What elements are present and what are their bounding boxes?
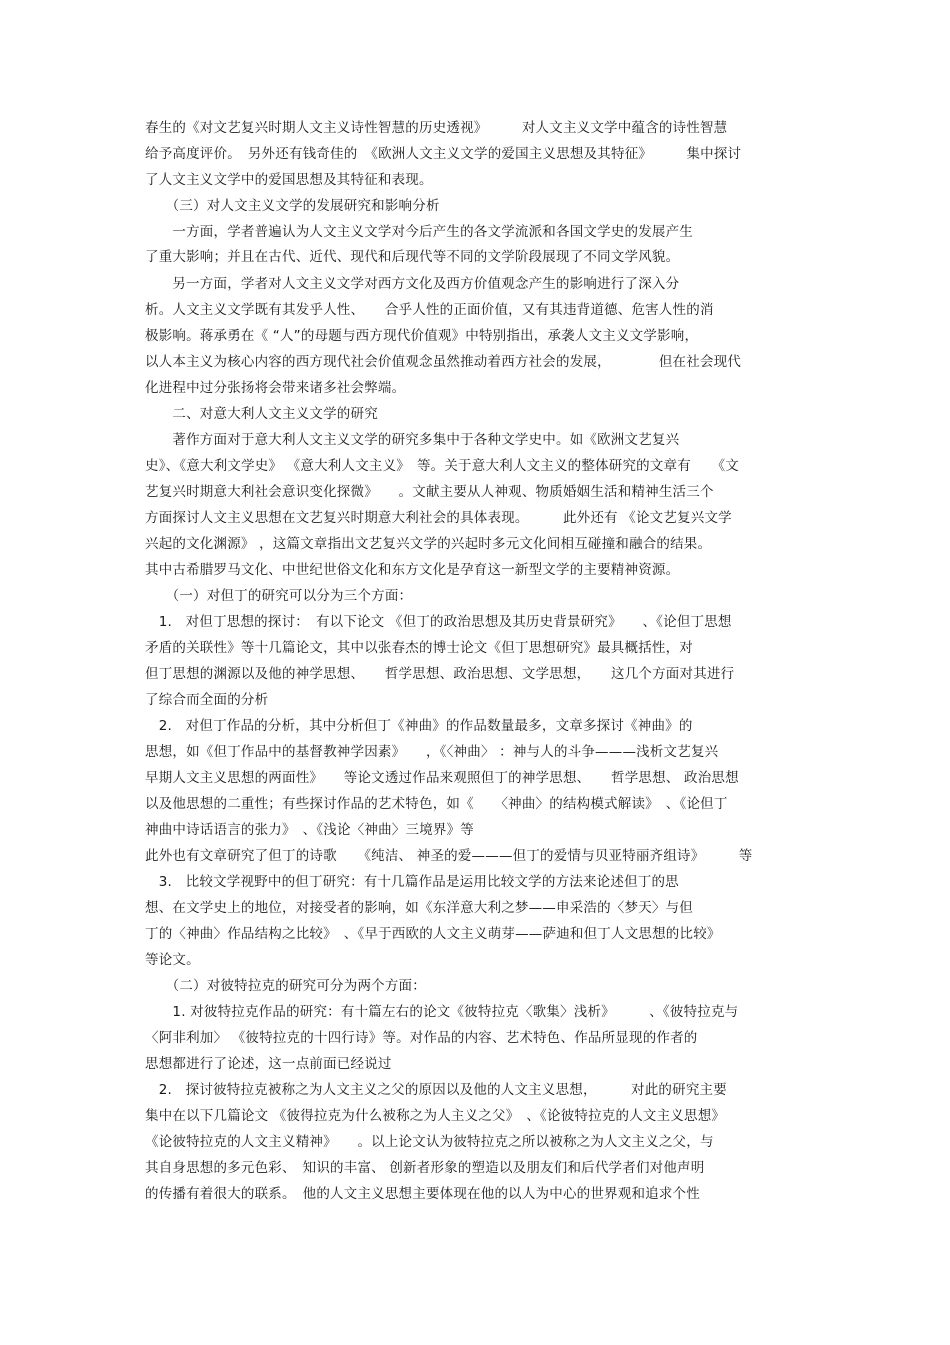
text-line: 1. 对彼特拉克作品的研究：有十篇左右的论文《彼特拉克〈歌集〉浅析》 、《彼特拉克与 xyxy=(145,1004,739,1020)
text-line: 思想，如《但丁作品中的基督教神学因素》 ，《〈神曲〉 ：神与人的斗争———浅析文艺复兴 xyxy=(145,744,719,760)
text-line: 2. 探讨彼特拉克被称之为人文主义之父的原因以及他的人文主义思想， 对此的研究主要 xyxy=(145,1082,727,1098)
text-line: 的传播有着很大的联系。 他的人文主义思想主要体现在他的以人为中心的世界观和追求个性 xyxy=(145,1186,700,1202)
text-line: 春生的《对文艺复兴时期人文主义诗性智慧的历史透视》 对人文主义文学中蕴含的诗性智慧 xyxy=(145,120,728,136)
text-line: 《论彼特拉克的人文主义精神》 。以上论文认为彼特拉克之所以被称之为人文主义之父，与 xyxy=(145,1134,714,1150)
text-line: 此外也有文章研究了但丁的诗歌 《纯洁、 神圣的爱———但丁的爱情与贝亚特丽齐组诗》 等 xyxy=(145,848,753,864)
text-line: 析。人文主义文学既有其发乎人性、 合乎人性的正面价值，又有其违背道德、危害人性的消 xyxy=(145,302,714,318)
text-line: 思想都进行了论述，这一点前面已经说过 xyxy=(145,1056,392,1072)
text-line: 另一方面，学者对人文主义文学对西方文化及西方价值观念产生的影响进行了深入分 xyxy=(145,276,680,292)
text-line: 了综合而全面的分析 xyxy=(145,692,269,708)
text-line: 等论文。 xyxy=(145,952,200,968)
text-line: 化进程中过分张扬将会带来诸多社会弊端。 xyxy=(145,380,406,396)
text-line: 了重大影响；并且在古代、近代、现代和后现代等不同的文学阶段展现了不同文学风貌。 xyxy=(145,249,680,265)
text-line: 早期人文主义思想的两面性》 等论文透过作品来观照但丁的神学思想、 哲学思想、 政治思想 xyxy=(145,770,739,786)
text-line: 给予高度评价。 另外还有钱奇佳的 《欧洲人文主义文学的爱国主义思想及其特征》 集中探讨 xyxy=(145,146,742,162)
section-heading: （二）对彼特拉克的研究可分为两个方面： xyxy=(145,978,426,994)
text-line: 方面探讨人文主义思想在文艺复兴时期意大利社会的具体表现。 此外还有 《论文艺复兴文学 xyxy=(145,510,732,526)
text-line: 以及他思想的二重性；有些探讨作品的艺术特色，如《 〈神曲〉的结构模式解读》 、《论但丁 xyxy=(145,796,728,812)
text-line: 神曲中诗话语言的张力》 、《浅论〈神曲〉三境界》等 xyxy=(145,822,474,838)
text-line: 了人文主义文学中的爱国思想及其特征和表现。 xyxy=(145,172,433,188)
text-line: 集中在以下几篇论文 《彼得拉克为什么被称之为人主义之父》 、《论彼特拉克的人文主义思想》 xyxy=(145,1108,726,1124)
text-line: 1. 对但丁思想的探讨： 有以下论文 《但丁的政治思想及其历史背景研究》 、《论但丁思想 xyxy=(145,614,732,630)
text-line: 兴起的文化渊源》 ，这篇文章指出文艺复兴文学的兴起时多元文化间相互碰撞和融合的结果。 xyxy=(145,536,712,552)
text-line: 艺复兴时期意大利社会意识变化探微》 。文献主要从人神观、物质婚姻生活和精神生活三个 xyxy=(145,484,714,500)
text-line: 一方面，学者普遍认为人文主义文学对今后产生的各文学流派和各国文学史的发展产生 xyxy=(145,224,693,240)
text-line: 丁的〈神曲〉作品结构之比较》 、《早于西欧的人文主义萌芽——萨迪和但丁人文思想的比较》 xyxy=(145,926,721,942)
text-line: 3. 比较文学视野中的但丁研究：有十几篇作品是运用比较文学的方法来论述但丁的思 xyxy=(145,874,679,890)
text-line: 以人本主义为核心内容的西方现代社会价值观念虽然推动着西方社会的发展， 但在社会现代 xyxy=(145,354,742,370)
text-line: 著作方面对于意大利人文主义文学的研究多集中于各种文学史中。如《欧洲文艺复兴 xyxy=(145,432,680,448)
section-heading: （一）对但丁的研究可以分为三个方面： xyxy=(145,588,413,604)
text-line: 史》、《意大利文学史》 《意大利人文主义》 等。关于意大利人文主义的整体研究的文章有 《文 xyxy=(145,458,739,474)
text-line: 矛盾的关联性》等十几篇论文，其中以张春杰的博士论文《但丁思想研究》最具概括性，对 xyxy=(145,640,693,656)
section-heading: 二、对意大利人文主义文学的研究 xyxy=(145,406,378,422)
text-line: 其中古希腊罗马文化、中世纪世俗文化和东方文化是孕育这一新型文学的主要精神资源。 xyxy=(145,562,680,578)
text-line: 但丁思想的渊源以及他的神学思想、 哲学思想、政治思想、文学思想， 这几个方面对其进行 xyxy=(145,666,735,682)
text-line: 想、在文学史上的地位，对接受者的影响，如《东洋意大利之梦——申采浩的〈梦天〉与但 xyxy=(145,900,693,916)
text-line: 极影响。蒋承勇在《 “人”的母题与西方现代价值观》中特别指出，承袭人文主义文学影响， xyxy=(145,328,699,344)
section-heading: （三）对人文主义文学的发展研究和影响分析 xyxy=(145,198,440,214)
text-line: 〈阿非利加〉 《彼特拉克的十四行诗》等。对作品的内容、艺术特色、作品所显现的作者的 xyxy=(145,1030,698,1046)
text-line: 2. 对但丁作品的分析，其中分析但丁《神曲》的作品数量最多，文章多探讨《神曲》的 xyxy=(145,718,693,734)
text-line: 其自身思想的多元色彩、 知识的丰富、 创新者形象的塑造以及朋友们和后代学者们对他声明 xyxy=(145,1160,705,1176)
